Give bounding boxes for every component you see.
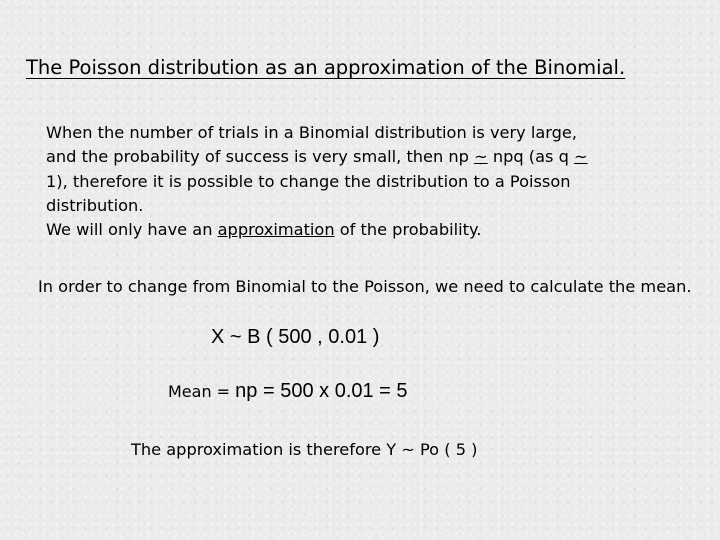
intro-line-3: 1), therefore it is possible to change the distribution to a Poisson (46, 171, 571, 191)
approx-symbol-2: ~ (574, 147, 588, 167)
slide-title: The Poisson distribution as an approximation of the Binomial. (26, 56, 626, 79)
intro-line-2a: and the probability of success is very small, then np (46, 147, 475, 167)
binomial-distribution: X ~ B ( 500 , 0.01 ) (211, 326, 380, 348)
mean-label: Mean = (168, 382, 236, 401)
intro-paragraph (46, 121, 686, 242)
intro-line-2b: npq (as q (487, 147, 575, 167)
intro-line-5a: We will only have an (46, 220, 218, 240)
intro-line-5b: of the probability. (334, 220, 482, 240)
approximation-underlined: approximation (217, 220, 335, 240)
intro-line-4: distribution. (46, 195, 144, 215)
mean-calculation (168, 380, 408, 403)
conclusion-text: The approximation is therefore Y ~ Po ( 5 ) (131, 440, 478, 459)
intro-line-1: When the number of trials in a Binomial distribution is very large, (46, 123, 578, 142)
approx-symbol-1: ~ (474, 147, 488, 167)
mean-intro-text: In order to change from Binomial to the Poisson, we need to calculate the mean. (38, 277, 692, 296)
mean-expression: np = 500 x 0.01 = 5 (235, 380, 408, 402)
